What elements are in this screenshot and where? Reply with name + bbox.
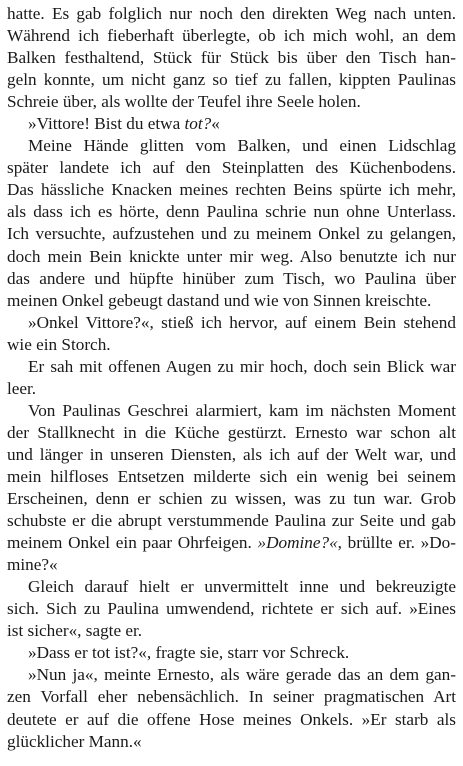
- body-text: [7, 3, 456, 753]
- text-run: »Vittore! Bist du etwa: [28, 114, 185, 134]
- text-line: [7, 223, 456, 245]
- text-line: [7, 642, 456, 664]
- text-line: [7, 620, 456, 642]
- text-line: [7, 598, 456, 620]
- text-run: doch mein Bein knickte unter mir weg. Also benutzte ich nur: [7, 246, 456, 266]
- text-run: leer.: [7, 378, 37, 398]
- text-line: [7, 488, 456, 510]
- paragraph: [7, 664, 456, 752]
- paragraph: [7, 400, 456, 576]
- paragraph: [7, 312, 456, 356]
- text-run: mein hilfloses Entsetzen milderte sich ein wenig bei seinem: [7, 466, 456, 486]
- text-run: Von Paulinas Geschrei alarmiert, kam im nächsten Moment: [28, 400, 456, 420]
- text-run: »Nun ja«, meinte Ernesto, als wäre gerade das an dem gan-: [28, 665, 456, 685]
- italic-run: »Domine?«: [257, 533, 338, 553]
- text-line: [7, 731, 456, 753]
- text-line: [7, 25, 456, 47]
- text-run: das andere und hüpfte hinüber zum Tisch, wo Paulina über: [7, 268, 456, 288]
- text-line: [7, 290, 456, 312]
- text-line: [7, 686, 456, 708]
- text-line: [7, 3, 456, 25]
- text-line: [7, 312, 456, 334]
- text-run: mine?«: [7, 555, 58, 575]
- text-line: [7, 709, 456, 731]
- text-line: [7, 378, 456, 400]
- text-run: meinen Onkel gebeugt dastand und wie von Sinnen kreischte.: [7, 290, 432, 310]
- text-line: [7, 400, 456, 422]
- text-run: «: [211, 114, 220, 134]
- text-line: [7, 135, 456, 157]
- text-run: Erscheinen, denn er schien zu wissen, was zu tun war. Grob: [7, 489, 456, 509]
- text-run: als dass ich es hörte, denn Paulina schrie nun ohne Unterlass.: [7, 202, 456, 222]
- text-line: [7, 664, 456, 686]
- text-run: Balken festhaltend, Stück für Stück bis über den Tisch han-: [7, 48, 456, 68]
- text-line: [7, 69, 456, 91]
- text-line: [7, 510, 456, 532]
- text-run: Schreie über, als wollte der Teufel ihre Seele holen.: [7, 92, 361, 112]
- paragraph: [7, 135, 456, 311]
- text-line: [7, 179, 456, 201]
- text-run: Gleich darauf hielt er unvermittelt inne und bekreuzigte: [28, 577, 456, 597]
- text-line: [7, 576, 456, 598]
- paragraph: [7, 3, 456, 113]
- text-run: hatte. Es gab folglich nur noch den direkten Weg nach unten.: [7, 4, 456, 23]
- text-line: [7, 268, 456, 290]
- text-run: , brüllte er. »Do-: [337, 533, 456, 553]
- text-run: deutete er auf die offene Hose meines Onkels. »Er starb als: [7, 709, 456, 729]
- text-run: geln konnte, um nicht ganz so tief zu fallen, kippten Paulinas: [7, 70, 456, 90]
- text-run: später landete ich auf den Steinplatten des Küchenbodens.: [7, 158, 456, 178]
- text-run: glücklicher Mann.«: [7, 731, 142, 751]
- paragraph: [7, 642, 456, 664]
- text-run: Das hässliche Knacken meines rechten Beins spürte ich mehr,: [7, 180, 456, 200]
- text-line: [7, 444, 456, 466]
- text-run: Während ich fieberhaft überlegte, ob ich mich wohl, an dem: [7, 26, 456, 46]
- text-run: Ich versuchte, aufzustehen und zu meinem Onkel zu gelangen,: [7, 224, 456, 244]
- text-run: sich. Sich zu Paulina umwendend, richtete er sich auf. »Eines: [7, 599, 456, 619]
- text-line: [7, 356, 456, 378]
- text-line: [7, 157, 456, 179]
- text-run: »Onkel Vittore?«, stieß ich hervor, auf einem Bein stehend: [28, 312, 456, 332]
- text-run: der Stallknecht in die Küche gestürzt. Ernesto war schon alt: [7, 422, 456, 442]
- text-line: [7, 554, 456, 576]
- paragraph: [7, 113, 456, 135]
- text-line: [7, 47, 456, 69]
- text-line: [7, 113, 456, 135]
- text-line: [7, 422, 456, 444]
- text-line: [7, 466, 456, 488]
- text-run: ist sicher«, sagte er.: [7, 621, 143, 641]
- text-run: und länger in unseren Diensten, als ich auf der Welt war, und: [7, 444, 456, 464]
- text-line: [7, 532, 456, 554]
- text-line: [7, 91, 456, 113]
- text-run: zen Vorfall eher nebensächlich. In seiner pragmatischen Art: [7, 687, 456, 707]
- paragraph: [7, 356, 456, 400]
- text-run: Meine Hände glitten vom Balken, und einen Lidschlag: [28, 136, 456, 156]
- text-run: schubste er die abrupt verstummende Paulina zur Seite und gab: [7, 511, 456, 531]
- text-run: Er sah mit offenen Augen zu mir hoch, doch sein Blick war: [28, 356, 456, 376]
- text-run: wie ein Storch.: [7, 334, 111, 354]
- text-run: meinem Onkel ein paar Ohrfeigen.: [7, 533, 258, 553]
- text-run: »Dass er tot ist?«, fragte sie, starr vor Schreck.: [28, 643, 350, 663]
- text-line: [7, 334, 456, 356]
- paragraph: [7, 576, 456, 642]
- italic-run: tot?: [184, 114, 212, 134]
- text-line: [7, 201, 456, 223]
- text-line: [7, 246, 456, 268]
